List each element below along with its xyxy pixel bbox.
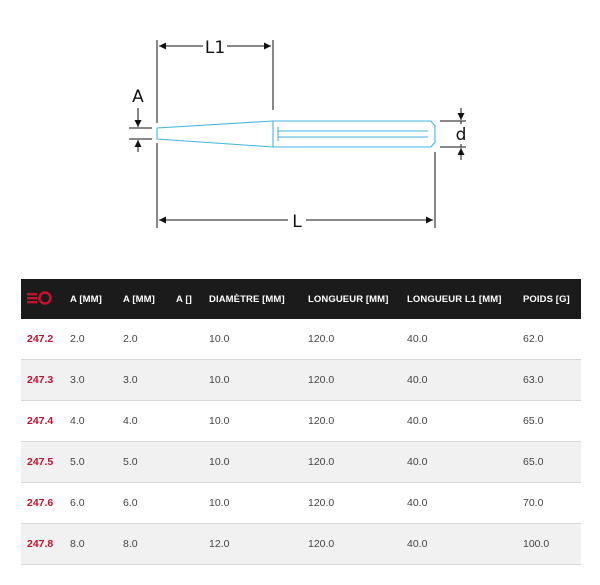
table-cell: 40.0	[407, 524, 523, 565]
table-cell: 40.0	[407, 483, 523, 524]
reference-cell: 247.5	[21, 442, 70, 483]
reference-cell: 247.4	[21, 401, 70, 442]
column-header: A [MM]	[70, 293, 102, 305]
pin-punch-technical-drawing	[0, 0, 600, 270]
column-header: POIDS [G]	[523, 293, 570, 305]
table-cell: 120.0	[308, 524, 407, 565]
specifications-table	[21, 279, 581, 565]
dimension-a	[132, 87, 144, 152]
table-row	[21, 360, 581, 401]
table-cell: 10.0	[209, 483, 308, 524]
table-cell: 3.0	[70, 360, 123, 401]
label-l: L	[292, 212, 302, 232]
facom-logo-icon	[21, 279, 70, 319]
label-a: A	[132, 87, 144, 107]
column-header: LONGUEUR [MM]	[308, 293, 389, 305]
table-cell: 5.0	[70, 442, 123, 483]
table-cell: 10.0	[209, 319, 308, 360]
table-cell: 40.0	[407, 319, 523, 360]
table-cell: 63.0	[523, 360, 581, 401]
dimension-d	[452, 108, 470, 160]
table-cell: 120.0	[308, 360, 407, 401]
table-cell: 12.0	[209, 524, 308, 565]
column-header: LONGUEUR L1 [MM]	[407, 293, 502, 305]
table-cell: 3.0	[123, 360, 176, 401]
pin-punch-shape	[157, 121, 435, 147]
dimension-l1	[159, 36, 271, 58]
reference-cell: 247.2	[21, 319, 70, 360]
column-header: A []	[176, 293, 192, 305]
table-cell: 4.0	[70, 401, 123, 442]
table-cell: 6.0	[123, 483, 176, 524]
column-header: DIAMÈTRE [MM]	[209, 293, 285, 305]
table-cell	[176, 524, 209, 565]
table-cell: 120.0	[308, 442, 407, 483]
reference-cell: 247.6	[21, 483, 70, 524]
table-row	[21, 319, 581, 360]
table-cell: 8.0	[70, 524, 123, 565]
table-cell: 4.0	[123, 401, 176, 442]
table-cell: 40.0	[407, 442, 523, 483]
table-cell: 10.0	[209, 401, 308, 442]
table-cell: 5.0	[123, 442, 176, 483]
table-cell: 120.0	[308, 483, 407, 524]
table-row	[21, 524, 581, 565]
reference-cell: 247.3	[21, 360, 70, 401]
table-cell: 40.0	[407, 360, 523, 401]
table-cell: 6.0	[70, 483, 123, 524]
label-d: d	[455, 125, 467, 145]
table-cell	[176, 442, 209, 483]
reference-cell: 247.8	[21, 524, 70, 565]
table-cell: 2.0	[123, 319, 176, 360]
table-row	[21, 401, 581, 442]
table-cell	[176, 360, 209, 401]
table-header-row	[21, 279, 581, 319]
table-row	[21, 483, 581, 524]
table-row	[21, 442, 581, 483]
table-cell: 120.0	[308, 401, 407, 442]
table-cell	[176, 401, 209, 442]
table-cell: 65.0	[523, 401, 581, 442]
table-cell: 70.0	[523, 483, 581, 524]
table-cell: 120.0	[308, 319, 407, 360]
table-cell: 100.0	[523, 524, 581, 565]
dimension-l	[159, 210, 433, 232]
table-cell	[176, 483, 209, 524]
table-cell: 8.0	[123, 524, 176, 565]
table-cell: 2.0	[70, 319, 123, 360]
table-cell	[176, 319, 209, 360]
label-l1: L1	[204, 38, 226, 58]
table-cell: 62.0	[523, 319, 581, 360]
column-header: A [MM]	[123, 293, 155, 305]
extension-lines	[129, 40, 466, 228]
table-cell: 65.0	[523, 442, 581, 483]
table-cell: 10.0	[209, 360, 308, 401]
table-cell: 10.0	[209, 442, 308, 483]
table-cell: 40.0	[407, 401, 523, 442]
